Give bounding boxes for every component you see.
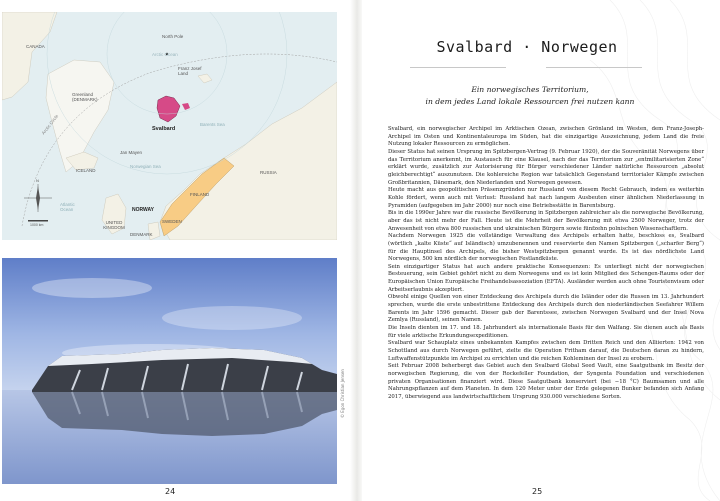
map-label-barents-sea: Barents Sea [200, 122, 225, 127]
map-label-svalbard: Svalbard [152, 126, 176, 132]
article-body [388, 126, 704, 402]
map-label-russia: RUSSIA [260, 170, 277, 175]
body-paragraph: Dieser Status hat seinen Ursprung im Spitzbergen-Vertrag (9. Februar 1920), der die Souveränität Norwegens über das Territorium anerkennt, im Austausch für eine Klausel, nach der das Territorium zur „entmilitarisierten Zone“ erklärt wurde, zusätzlich zur Autorisierung für Bürger verschiedener Länder natürliche Ressourcen „absolut gleichberechtigt“ auszunutzen. Die kohlereiche Region war tatsächlich Gegenstand territorialer Kämpfe zwischen Großbritannien, Dänemark, den Niederlanden und Norwegen gewesen. [388, 148, 704, 186]
subtitle-line-2: in dem jedes Land lokale Ressourcen frei nutzen kann [425, 97, 635, 106]
title-divider-left [410, 67, 506, 68]
map-label-finland: FINLAND [190, 192, 210, 197]
map-label-canada: CANADA [26, 44, 45, 49]
photo-credit: © Egon Christian Jensen [340, 369, 345, 418]
svalbard-location-map [2, 12, 337, 240]
map-label-norway: NORWAY [132, 207, 154, 213]
body-paragraph: Die Inseln dienten im 17. und 18. Jahrhundert als internationale Basis für den Walfang. Sie dienen auch als Basis für viele arktische Erkundungsexpeditionen. [388, 325, 704, 339]
map-label-norwegian-sea: Norwegian Sea [130, 164, 161, 169]
article-title: Svalbard · Norwegen [436, 38, 618, 56]
map-label-iceland: ICELAND [76, 168, 96, 173]
article-subtitle [380, 84, 680, 108]
map-label-franz-josef: Franz Josef Land [178, 66, 202, 76]
map-label-north-arrow: N [36, 178, 39, 183]
body-paragraph: Nachdem Norwegen 1925 die vollständige Verwaltung des Archipels erhalten hatte, beschloss es, Svalbard (wörtlich „kalte Küste“ auf Isländisch) umzubenennen und reservierte den Namen Spitzbergen („scharfer Berg“) für die Hauptinsel des Archipels, die bisher Westspitzbergen genannt wurde. Es ist das nördlichste Land Norwegens, 500 km nördlich der norwegischen Festlandküste. [388, 233, 704, 263]
page-number-left: 24 [165, 487, 176, 496]
body-paragraph: Obwohl einige Quellen von einer Entdeckung des Archipels durch die Isländer oder die Russen im 13. Jahrhundert sprechen, wurde die erste unbestrittene Entdeckung des Archipels durch den niederländischen Seefahrer Willem Barents im Jahr 1596 gemacht. Dieser gab der Barentssee, zwischen Norwegen Svalbard und der Insel Nova Zemlya (Russland), seinen Namen. [388, 294, 704, 324]
map-label-greenland: Greenland (DENMARK) [72, 92, 98, 102]
scale-bar-icon [28, 220, 48, 222]
map-label-jan-mayen: Jan Mayen [120, 150, 143, 155]
map-label-sweden: SWEDEN [162, 219, 182, 224]
subtitle-line-1: Ein norwegisches Territorium, [471, 85, 589, 94]
right-page [362, 0, 720, 501]
map-label-uk: UNITED KINGDOM [103, 220, 125, 230]
body-paragraph: Heute macht aus geopolitischen Präsenzgründen nur Russland von diesem Recht Gebrauch, indem es weiterhin Kohle fördert, wenn auch mit Verlust: Russland hat nach langem Ausbeuten einer ähnlichen Niederlassung in Pyramiden (aufgegeben im Jahr 2000) nur noch eine Betriebsstätte in Barentsburg. [388, 187, 704, 209]
photo-graphic [2, 258, 337, 484]
body-paragraph: Sein einzigartiger Status hat auch andere praktische Konsequenzen: Es unterliegt nicht der norwegischen Besteuerung, sein Gebiet gehört nicht zu dem Norwegens und es ist kein Mitglied des Schengen-Raums oder der Europäischen Union Europäische Freihandelsassoziation (EFTA). Ausländer werden auch ohne Touristenvisum oder Arbeitserlaubnis akzeptiert. [388, 263, 704, 293]
body-paragraph: Seit Februar 2008 beherbergt das Gebiet auch den Svalbard Global Seed Vault, eine Saatgutbank im Besitz der norwegischen Regierung, die von der Rockefeller Foundation, der Syngenta Foundation und verschiedenen privaten Organisationen finanziert wird. Diese Saatgutbank konserviert (bei −18 °C) Baumsamen und alle Nahrungspflanzen auf dem Planeten. In dem 120 Meter unter der Erde gelegenen Bunker befanden sich Anfang 2017, überwiegend aus landwirtschaftlichem Ursprung 930.000 verschiedene Sorten. [388, 363, 704, 400]
body-paragraph: Svalbard, ein norwegischer Archipel im Arktischen Ozean, zwischen Grönland im Westen, dem Franz-Joseph-Archipel im Osten und Kontinentaleuropa im Süden, hat die einzigartige Auszeichnung, jedem Land die freie Nutzung lokaler Ressourcen zu ermöglichen. [388, 126, 704, 148]
map-label-denmark: DENMARK [130, 232, 153, 237]
left-page [0, 0, 356, 501]
map-label-north-pole: North Pole [162, 34, 184, 39]
map-label-arctic-ocean: Arctic Ocean [152, 52, 178, 57]
map-label-arctic-circle: Arctic Circle [40, 113, 60, 136]
body-paragraph: Bis in die 1990er Jahre war die russische Bevölkerung in Spitzbergen zahlreicher als die norwegische Bevölkerung, aber das ist nicht mehr der Fall. Heute ist die Mehrheit der Bevölkerung mit etwa 2500 Norweger, trotz der Anwesenheit von etwa 800 russischen und ukrainischen Bürgern sowie fünfzehn polnischen Wissenschaftlern. [388, 210, 704, 232]
body-paragraph: Svalbard war Schauplatz eines unbekannten Kampfes zwischen dem Dritten Reich und den Alliierten: 1942 von Schottland aus durch Norwegen geführt, zielte die Operation Fritham darauf, die Deutschen daran zu hindern, Luftwaffenstützpunkte im Archipel zu errichten und die reichen Kohleminen der Insel zu erobern. [388, 340, 704, 362]
page-number-right: 25 [532, 487, 543, 496]
svalbard-landscape-photo [2, 258, 337, 484]
map-label-scale: 1000 km [30, 223, 44, 227]
map-label-atlantic-ocean: Atlantic Ocean [60, 202, 75, 212]
title-divider-right [546, 67, 642, 68]
